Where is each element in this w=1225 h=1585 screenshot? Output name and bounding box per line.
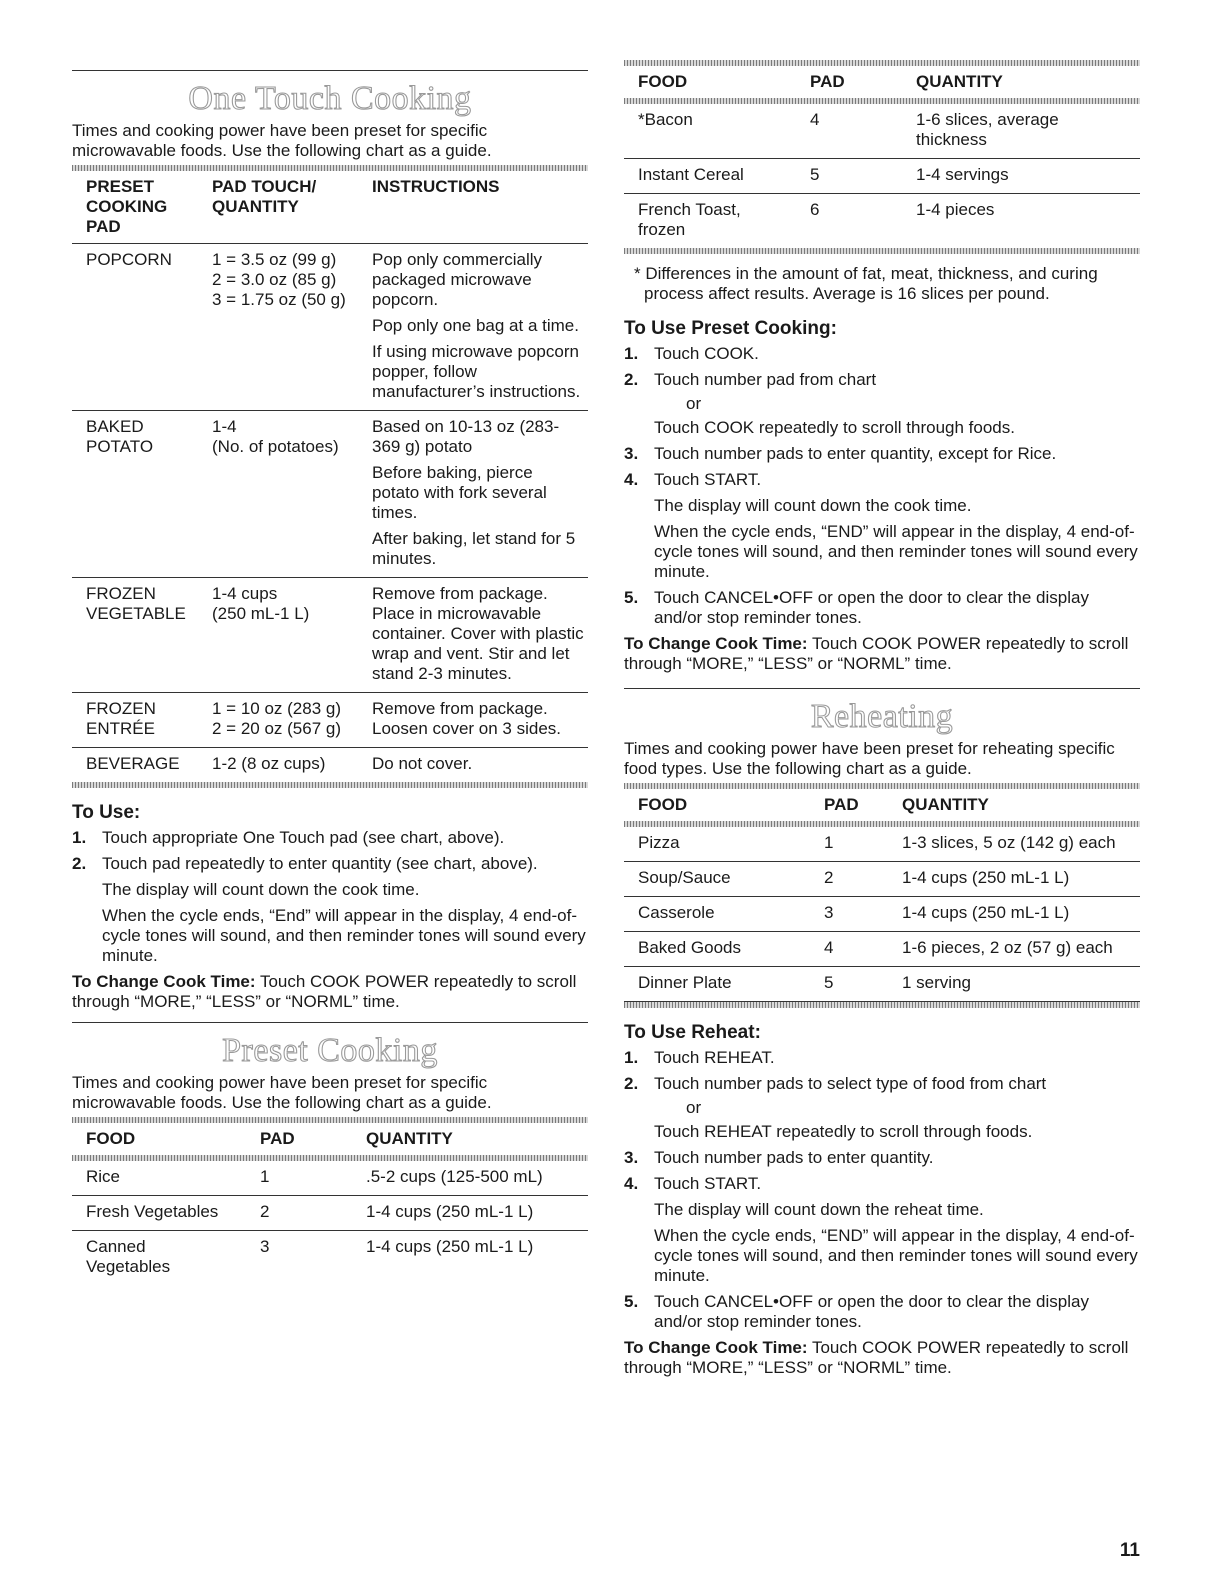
one-touch-intro: Times and cooking power have been preset for specific microwavable foods. Use the following chart as a guide. [72,121,492,160]
preset-change-time [624,634,1140,674]
table-row [72,693,588,748]
quantity-cell: 1-6 pieces, 2 oz (57 g) each [888,932,1140,967]
header-food: FOOD [86,1129,136,1148]
table-row [624,967,1140,1002]
preset-footnote: * Differences in the amount of fat, meat, thickness, and curing process affect results. Average is 16 slices per pound. [634,264,1098,303]
pad-cell: 1 [810,827,888,862]
one-touch-steps [72,828,588,966]
pad-cell: 6 [810,200,820,219]
page-number: 11 [1119,1540,1140,1561]
step-text: Touch COOK. [654,344,759,363]
left-column [72,70,588,1285]
one-touch-change-time [72,972,588,1012]
pad-cell: 3 [260,1237,270,1256]
step-number: 2. [624,1074,639,1093]
table-row [72,578,588,693]
quantity-cell: 1-6 slices, average thickness [902,104,1140,159]
instruction-text: Pop only one bag at a time. [372,316,579,335]
step-item [624,1148,1140,1168]
food-cell: Pizza [624,827,810,862]
instruction-text: Remove from package. Place in microwavable container. Cover with plastic wrap and vent. Stir and let stand 2-3 minutes. [372,584,584,683]
quantity-cell: 1-4 cups (250 mL-1 L) [198,578,358,693]
step-detail: When the cycle ends, “End” will appear in the display, 4 end-of-cycle tones will sound, and then reminder tones will sound every minute. [102,906,586,965]
step-text: Touch CANCEL•OFF or open the door to clear the display and/or stop reminder tones. [654,1292,1089,1331]
step-or: or [686,394,702,413]
quantity-cell: 1-4 servings [902,159,1140,194]
pad-cell: 2 [246,1196,352,1231]
step-number: 1. [72,828,87,847]
table-row [72,1161,588,1196]
step-text: Touch appropriate One Touch pad (see chart, above). [102,828,505,847]
quantity-cell: 1 serving [888,967,1140,1002]
step-item [624,1174,1140,1286]
step-item [624,1048,1140,1068]
instructions-cell [358,244,588,411]
reheat-use-title: To Use Reheat: [624,1022,761,1043]
food-cell: Instant Cereal [624,159,796,194]
pad-cell: 5 [796,159,902,194]
header-pad: PAD [810,72,845,91]
header-preset-pad: PRESET COOKING PAD [72,171,198,244]
table-row [72,748,588,783]
header-quantity: QUANTITY [902,795,989,814]
step-detail: The display will count down the cook time. [654,496,972,515]
one-touch-table [72,165,588,788]
step-text: Touch number pads to enter quantity, except for Rice. [654,444,1057,463]
change-label: To Change Cook Time: [624,634,808,653]
change-label: To Change Cook Time: [624,1338,808,1357]
reheating-intro: Times and cooking power have been preset for reheating specific food types. Use the following chart as a guide. [624,739,1115,778]
quantity-cell: 1-4 (No. of potatoes) [198,411,358,578]
header-pad: PAD [824,795,859,814]
table-hatch-rule [624,248,1140,254]
change-label: To Change Cook Time: [72,972,256,991]
table-row [72,244,588,411]
preset-table-left [72,1117,588,1285]
table-row [624,827,1140,862]
food-cell: Baked Goods [624,932,810,967]
pad-cell: 2 [810,862,888,897]
quantity-cell: 1-3 slices, 5 oz (142 g) each [888,827,1140,862]
step-number: 5. [624,588,639,607]
food-cell: Casserole [624,897,810,932]
table-row [624,159,1140,194]
step-text: Touch CANCEL•OFF or open the door to clear the display and/or stop reminder tones. [654,588,1089,627]
pad-cell: BAKED POTATO [72,411,198,578]
header-quantity: QUANTITY [916,72,1003,91]
table-row [624,932,1140,967]
step-item [72,828,588,848]
step-item [72,854,588,966]
step-alt-text: Touch COOK repeatedly to scroll through foods. [654,418,1015,437]
step-item [624,444,1140,464]
preset-intro: Times and cooking power have been preset for specific microwavable foods. Use the following chart as a guide. [72,1073,492,1112]
pad-cell: 3 [810,897,888,932]
instructions-cell [358,748,588,783]
table-row [72,1196,588,1231]
section-rule [72,1022,588,1023]
instruction-text: If using microwave popcorn popper, follow manufacturer’s instructions. [372,342,581,401]
food-cell: Canned Vegetables [86,1237,171,1276]
step-item [624,588,1140,628]
step-item [624,370,1140,438]
step-number: 3. [624,444,639,463]
table-row [72,411,588,578]
instruction-text: Before baking, pierce potato with fork several times. [372,463,547,522]
quantity-cell: 1 = 10 oz (283 g) 2 = 20 oz (567 g) [198,693,358,748]
one-touch-title: One Touch Cooking [188,80,472,117]
step-text: Touch START. [654,1174,762,1193]
header-instructions: INSTRUCTIONS [358,171,588,244]
pad-cell: 5 [810,967,888,1002]
pad-cell: FROZEN ENTRÉE [72,693,198,748]
food-cell: Soup/Sauce [624,862,810,897]
reheating-table [624,783,1140,1002]
quantity-cell: 1-4 cups (250 mL-1 L) [366,1237,534,1256]
right-column [624,60,1140,1378]
table-hatch-rule [624,1002,1140,1008]
table-row [624,897,1140,932]
step-detail: The display will count down the reheat time. [654,1200,984,1219]
step-number: 4. [624,1174,639,1193]
header-quantity: QUANTITY [366,1129,453,1148]
food-cell: Rice [72,1161,246,1196]
step-item [624,1074,1140,1142]
step-item [624,344,1140,364]
reheat-change-time [624,1338,1140,1378]
step-number: 5. [624,1292,639,1311]
instructions-cell [358,693,588,748]
preset-use-title: To Use Preset Cooking: [624,318,837,339]
table-row [624,194,1140,249]
header-pad: PAD [260,1129,295,1148]
table-row [624,862,1140,897]
instruction-text: Based on 10-13 oz (283-369 g) potato [372,417,560,456]
quantity-cell: 1-4 pieces [916,200,995,219]
section-rule [624,688,1140,689]
step-number: 2. [624,370,639,389]
instructions-cell [358,578,588,693]
quantity-cell: 1 = 3.5 oz (99 g) 2 = 3.0 oz (85 g) 3 = 1.75 oz (50 g) [198,244,358,411]
pad-cell: 1 [246,1161,352,1196]
instruction-text: Remove from package. Loosen cover on 3 sides. [372,699,562,738]
step-number: 1. [624,344,639,363]
quantity-cell: 1-2 (8 oz cups) [212,754,326,773]
step-number: 2. [72,854,87,873]
change-text: Touch COOK POWER repeatedly to scroll through “MORE,” “LESS” or “NORML” time. [72,972,577,1011]
pad-cell: 4 [796,104,902,159]
step-alt-text: Touch REHEAT repeatedly to scroll through foods. [654,1122,1033,1141]
quantity-cell: 1-4 cups (250 mL-1 L) [352,1196,588,1231]
quantity-cell: 1-4 cups (250 mL-1 L) [888,897,1140,932]
food-cell: Fresh Vegetables [72,1196,246,1231]
food-cell: French Toast, frozen [638,200,741,239]
quantity-cell: 1-4 cups (250 mL-1 L) [888,862,1140,897]
instructions-cell [358,411,588,578]
instruction-text: After baking, let stand for 5 minutes. [372,529,576,568]
header-food: FOOD [638,795,688,814]
step-text: Touch number pads to enter quantity. [654,1148,934,1167]
change-text: Touch COOK POWER repeatedly to scroll through “MORE,” “LESS” or “NORML” time. [624,634,1129,673]
step-number: 4. [624,470,639,489]
step-detail: The display will count down the cook time. [102,880,420,899]
step-item [624,1292,1140,1332]
step-text: Touch REHEAT. [654,1048,775,1067]
header-pad-touch: PAD TOUCH/ QUANTITY [198,171,358,244]
section-rule [72,70,588,71]
step-number: 3. [624,1148,639,1167]
table-row [624,104,1140,159]
preset-table-right [624,60,1140,248]
preset-title: Preset Cooking [222,1032,438,1069]
step-item [624,470,1140,582]
header-food: FOOD [638,72,688,91]
pad-cell: FROZEN VEGETABLE [72,578,198,693]
pad-cell: BEVERAGE [86,754,180,773]
step-text: Touch number pad from chart [654,370,877,389]
step-detail: When the cycle ends, “END” will appear in the display, 4 end-of-cycle tones will sound, and then reminder tones will sound every minute. [654,522,1138,581]
step-number: 1. [624,1048,639,1067]
change-text: Touch COOK POWER repeatedly to scroll through “MORE,” “LESS” or “NORML” time. [624,1338,1129,1377]
step-text: Touch number pads to select type of food from chart [654,1074,1047,1093]
food-cell: Dinner Plate [624,967,810,1002]
reheating-title: Reheating [810,698,954,735]
instruction-text: Pop only commercially packaged microwave popcorn. [372,250,543,309]
pad-cell: 4 [810,932,888,967]
step-text: Touch START. [654,470,762,489]
instruction-text: Do not cover. [372,754,473,773]
pad-cell: POPCORN [72,244,198,411]
step-text: Touch pad repeatedly to enter quantity (see chart, above). [102,854,538,873]
food-cell: *Bacon [624,104,796,159]
step-detail: When the cycle ends, “END” will appear in the display, 4 end-of-cycle tones will sound, and then reminder tones will sound every minute. [654,1226,1138,1285]
preset-steps [624,344,1140,628]
step-or: or [686,1098,702,1117]
quantity-cell: .5-2 cups (125-500 mL) [352,1161,588,1196]
one-touch-use-title: To Use: [72,802,141,823]
table-row [72,1231,588,1286]
reheat-steps [624,1048,1140,1332]
